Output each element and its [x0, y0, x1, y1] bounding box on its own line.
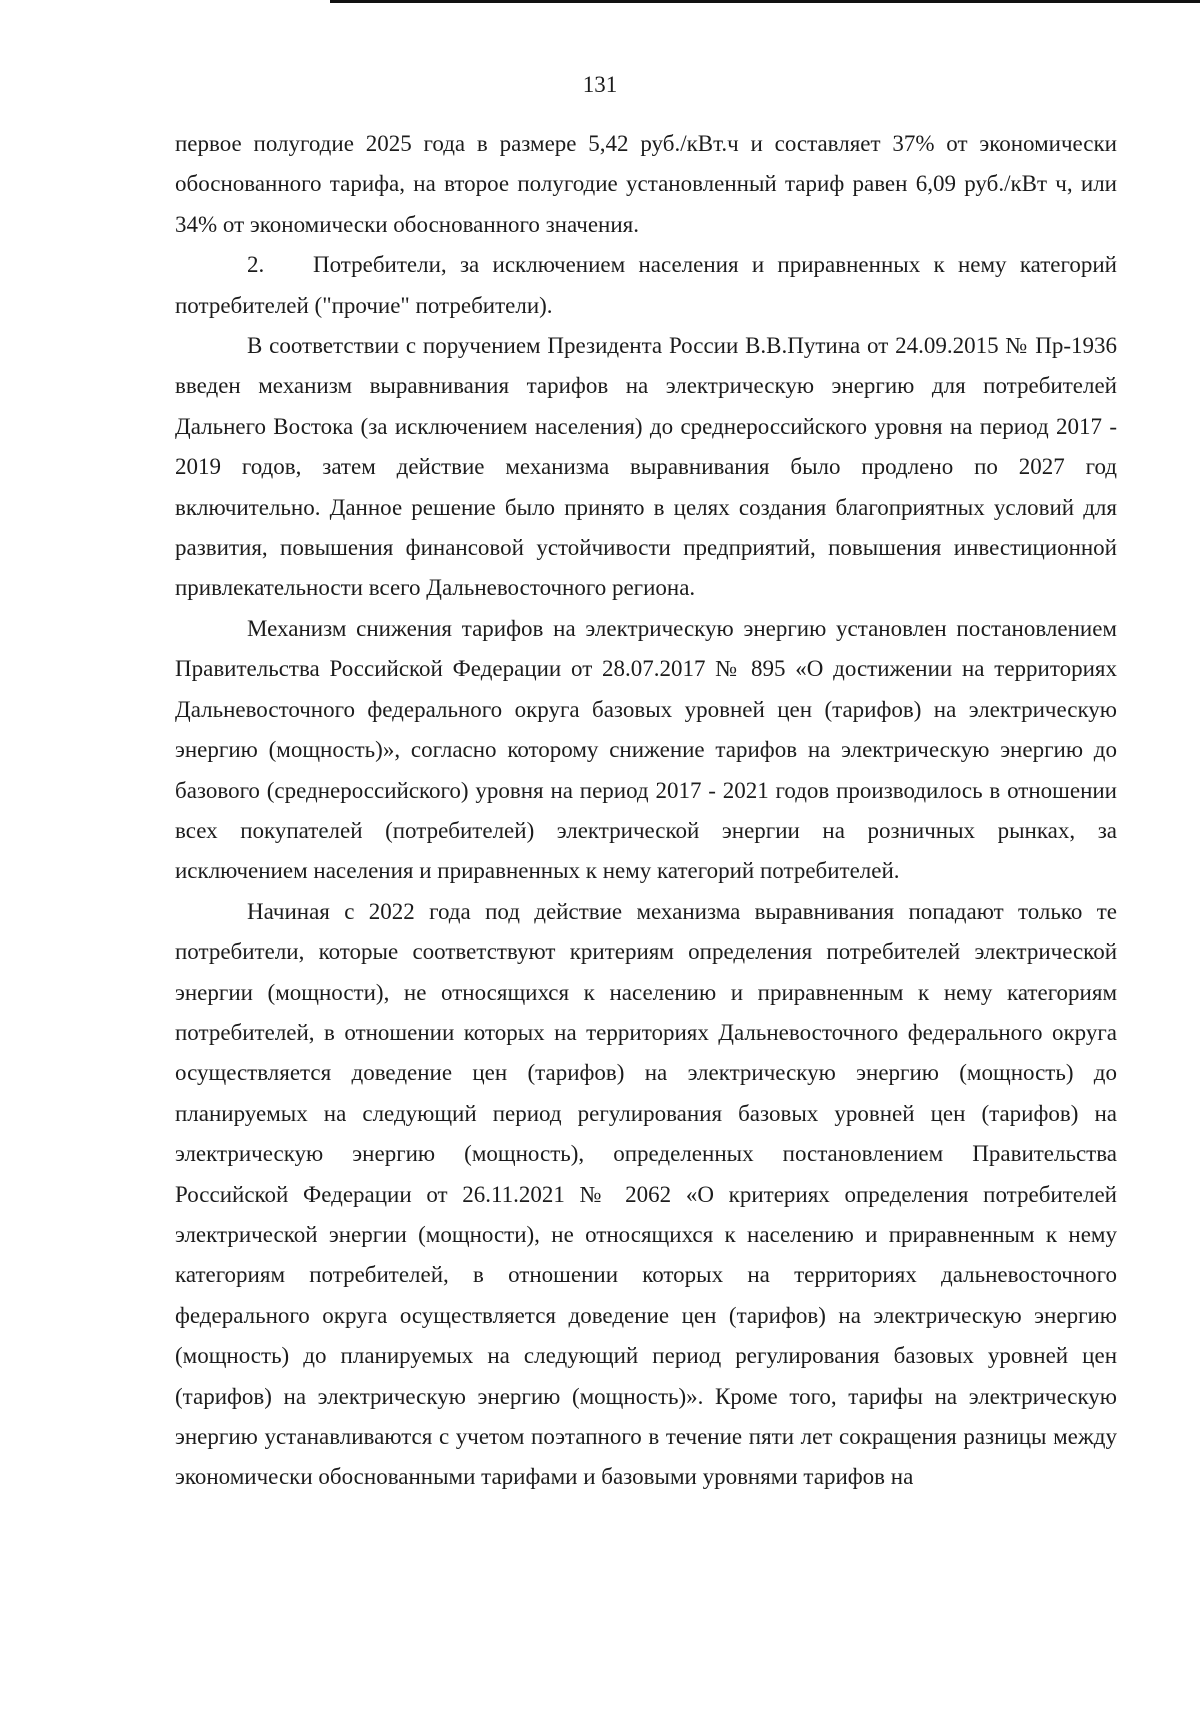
scan-top-edge [330, 0, 1200, 3]
paragraph-since-2022: Начиная с 2022 года под действие механизма выравнивания попадают только те потребители, которые соответствуют критериям определения потребителей электрической энергии (мощности), не относящихся к населению и приравненным к нему категориям потребителей, в отношении которых на территориях Дальневосточного федерального округа осуществляется доведение цен (тарифов) на электрическую энергию (мощность) до планируемых на следующий период регулирования базовых уровней цен (тарифов) на электрическую энергию (мощность), определенных постановлением Правительства Российской Федерации от 26.11.2021 № 2062 «О критериях определения потребителей электрической энергии (мощности), не относящихся к населению и приравненным к нему категориям потребителей, в отношении которых на территориях дальневосточного федерального округа осуществляется доведение цен (тарифов) на электрическую энергию (мощность) до планируемых на следующий период регулирования базовых уровней цен (тарифов) на электрическую энергию (мощность)». Кроме того, тарифы на электрическую энергию устанавливаются с учетом поэтапного в течение пяти лет сокращения разницы между экономически обоснованными тарифами и базовыми уровнями тарифов на [175, 898, 1117, 1490]
document-body [175, 124, 1117, 1498]
paragraph-presidential-order: В соответствии с поручением Президента России В.В.Путина от 24.09.2015 № Пр-1936 введен механизм выравнивания тарифов на электрическую энергию для потребителей Дальнего Востока (за исключением населения) до среднероссийского уровня на период 2017 - 2019 годов, затем действие механизма выравнивания было продлено по 2027 год включительно. Данное решение было принято в целях создания благоприятных условий для развития, повышения финансовой устойчивости предприятий, повышения инвестиционной привлекательности всего Дальневосточного региона. [175, 333, 1117, 601]
paragraph-mechanism: Механизм снижения тарифов на электрическую энергию установлен постановлением Правительства Российской Федерации от 28.07.2017 № 895 «О достижении на территориях Дальневосточного федерального округа базовых уровней цен (тарифов) на электрическую энергию (мощность)», согласно которому снижение тарифов на электрическую энергию до базового (среднероссийского) уровня на период 2017 - 2021 годов производилось в отношении всех покупателей (потребителей) электрической энергии на розничных рынках, за исключением населения и приравненных к нему категорий потребителей. [175, 615, 1117, 884]
paragraph-continuation: первое полугодие 2025 года в размере 5,42 руб./кВт.ч и составляет 37% от экономически обоснованного тарифа, на второе полугодие установленный тариф равен 6,09 руб./кВт ч, или 34% от экономически обоснованного значения. [175, 131, 1117, 237]
list-item-2 [175, 245, 1117, 326]
page-number: 131 [582, 72, 618, 97]
list-item-text: Потребители, за исключением населения и приравненных к нему категорий потребителей ("прочие" потребители). [175, 252, 1117, 318]
list-item-number: 2. [247, 252, 265, 278]
